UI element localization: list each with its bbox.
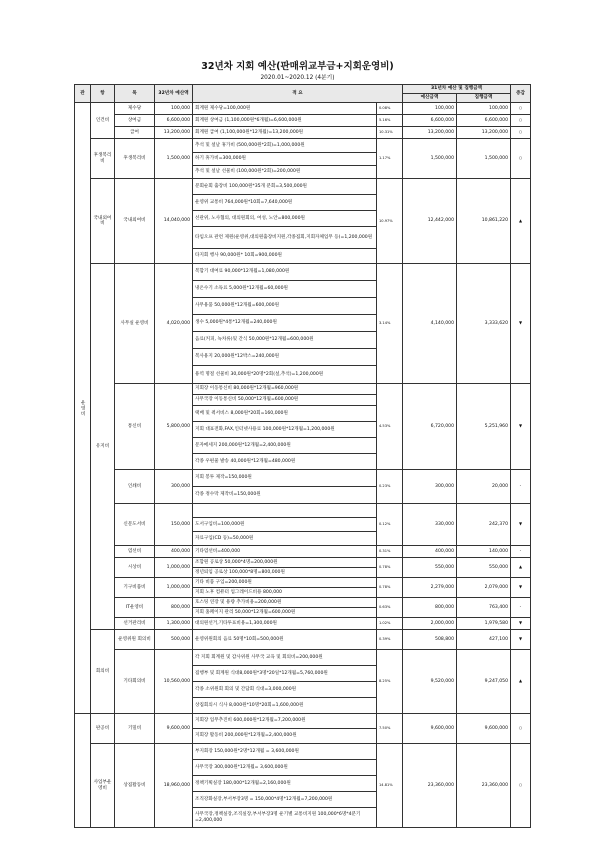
budget32-cell: 500,000	[155, 630, 193, 650]
desc-line: 타임오프 관련 제원(운영위,대의원출장비지원,각종집회,지회자체업무 등)=1,200,000원	[193, 227, 377, 249]
desc-line: 추석 및 설날 선물비 (100,000원*2회)=200,000원	[193, 166, 377, 179]
ratio-cell: 10.97%	[377, 179, 403, 264]
desc-line: 사무용품 50,000원*12개월=600,000원	[193, 298, 377, 315]
exec31-cell: 427,100	[457, 630, 511, 650]
change-mark: ▼	[511, 578, 531, 598]
budget31-cell: 13,200,000	[403, 127, 457, 139]
budget31-cell: 9,600,000	[403, 714, 457, 744]
mok-cell: 신문도서비	[115, 504, 155, 546]
budget31-cell: 508,800	[403, 630, 457, 650]
header-exec31: 집행금액	[457, 94, 511, 103]
budget31-cell: 330,000	[403, 504, 457, 546]
budget32-cell: 800,000	[155, 598, 193, 618]
header-budget31: 예산금액	[403, 94, 457, 103]
exec31-cell: 550,000	[457, 558, 511, 578]
document-period: 2020.01~2020.12 (4분기)	[260, 75, 335, 81]
table-row	[75, 650, 531, 666]
exec31-cell: 20,000	[457, 470, 511, 504]
change-mark: ▲	[511, 650, 531, 714]
desc-line: 회계원 제수당=100,000원	[193, 103, 377, 115]
desc-line: 용역 명절 선물비 30,000원*20명*2회(설,추석)=1,200,000원	[193, 366, 377, 384]
table-row	[75, 714, 531, 729]
desc-line: 집행부 및 회계원 식대8,000원*3명*20일*12개월=5,760,000원	[193, 666, 377, 682]
desc-line: 지회 홈페이지 관리 50,000*12개월=600,000원	[193, 608, 377, 618]
desc-line: 부지회장 150,000원*2명*12개월 = 3,600,000원	[193, 744, 377, 760]
table-row	[75, 264, 531, 281]
table-row	[75, 598, 531, 608]
desc-line: 지회장 업무추진비 600,000원*12개월=7,200,000원	[193, 714, 377, 729]
header-hang: 항	[91, 85, 115, 103]
table-row	[75, 115, 531, 127]
change-mark: ▼	[511, 630, 531, 650]
desc-line: 생수 5,000원*4통*12개월=240,000원	[193, 315, 377, 332]
exec31-cell: 13,200,000	[457, 127, 511, 139]
budget32-cell: 1,000,000	[155, 558, 193, 578]
budget32-cell: 14,040,000	[155, 179, 193, 264]
header-31: 31년차 예산 및 집행금액	[403, 85, 511, 94]
exec31-cell: 9,247,050	[457, 650, 511, 714]
desc-line: 각 지회 회계원 및 감사위원 사무국 교육 및 회의비=200,000원	[193, 650, 377, 666]
mok-cell: 사무실 운영비	[115, 264, 155, 384]
desc-line: 냉온수기 소독료 5,000원*12개월=60,000원	[193, 281, 377, 298]
table-row	[75, 470, 531, 487]
mok-cell: 상여금	[115, 115, 155, 127]
header-gwan: 관	[75, 85, 91, 103]
table-row	[75, 744, 531, 760]
mok-cell: 국내외여비	[115, 179, 155, 264]
desc-line: 복합기 대여료 90,000*12개월=1,080,000원	[193, 264, 377, 281]
ratio-cell: 14.81%	[377, 744, 403, 828]
mok-cell: 급여	[115, 127, 155, 139]
budget32-cell: 10,560,000	[155, 650, 193, 714]
change-mark: ▲	[511, 179, 531, 264]
desc-line: 문자메세지 200,000원*12개월=2,400,000원	[193, 438, 377, 454]
table-row	[75, 179, 531, 195]
desc-line: 추석 및 설날 휴가비 (500,000원*2회)=1,000,000원	[193, 139, 377, 153]
exec31-cell: 6,600,000	[457, 115, 511, 127]
ratio-cell: 0.23%	[377, 470, 403, 504]
budget31-cell: 12,442,000	[403, 179, 457, 264]
budget32-cell: 9,600,000	[155, 714, 193, 744]
ratio-cell: 0.31%	[377, 546, 403, 558]
change-mark: ▲	[511, 558, 531, 578]
budget32-cell: 400,000	[155, 546, 193, 558]
mok-cell: IT운영비	[115, 598, 155, 618]
exec31-cell: 5,251,960	[457, 384, 511, 470]
exec31-cell: 763,400	[457, 598, 511, 618]
exec31-cell: 23,360,000	[457, 744, 511, 828]
budget32-cell: 1,000,000	[155, 578, 193, 598]
ratio-cell: 7.50%	[377, 714, 403, 744]
budget32-cell: 300,000	[155, 470, 193, 504]
ratio-cell: 10.31%	[377, 127, 403, 139]
desc-line: 각종 우편물 발송 40,000원*12개월=480,000원	[193, 454, 377, 470]
desc-line: 지회장 이동통신비 80,000원*12개월=960,000원	[193, 384, 377, 395]
budget31-cell: 6,720,000	[403, 384, 457, 470]
desc-line: 지회 대표전화,FAX,인터넷사용료 100,000원*12개월=1,200,000원	[193, 422, 377, 438]
hang-cell: 판공비	[91, 714, 115, 744]
desc-line: 회계원 급여 (1,100,000원*12개월)=13,200,000원	[193, 127, 377, 139]
mok-cell: 기밀비	[115, 714, 155, 744]
desc-line: 운영위원회의 음료 50명*10회=500,000원	[193, 630, 377, 650]
header-mok: 목	[115, 85, 155, 103]
hang-cell: 후생복리비	[91, 139, 115, 179]
change-mark: ▼	[511, 618, 531, 630]
change-mark: ▼	[511, 264, 531, 384]
table-row	[75, 618, 531, 630]
gwan-cell-blank	[75, 714, 91, 828]
hang-cell: 유지비	[91, 264, 115, 630]
exec31-cell: 3,333,620	[457, 264, 511, 384]
table-row	[75, 139, 531, 153]
desc-line: 호스팅 연장 및 용량 추가비용=200,000원	[193, 598, 377, 608]
mok-cell: 염선비	[115, 546, 155, 558]
mok-cell: 시상비	[115, 558, 155, 578]
desc-line: 조직강화실장,부서부장3명 = 150,000*4명*12개월=7,200,000원	[193, 792, 377, 808]
ratio-cell: 5.16%	[377, 115, 403, 127]
budget31-cell: 550,000	[403, 558, 457, 578]
budget31-cell: 100,000	[403, 103, 457, 115]
desc-line: 자료구입(CD 등)=50,000원	[193, 532, 377, 546]
mok-cell: 통신비	[115, 384, 155, 470]
desc-line: 타지회 행사 90,000원* 10회=900,000원	[193, 249, 377, 264]
desc-line	[193, 504, 377, 518]
desc-line: 도서구입비=100,000원	[193, 518, 377, 532]
change-mark: -	[511, 470, 531, 504]
budget31-cell: 400,000	[403, 546, 457, 558]
desc-line: 운영위 교통비 764,000원*10회=7,640,000원	[193, 195, 377, 211]
exec31-cell: 9,600,000	[457, 714, 511, 744]
change-mark: ○	[511, 115, 531, 127]
ratio-cell: 0.78%	[377, 558, 403, 578]
desc-line: 사무국장 300,000원*12개월= 3,600,000원	[193, 760, 377, 776]
desc-line: 대의원선거,기타투표비용=1,300,000원	[193, 618, 377, 630]
hang-cell: 사업부운영비	[91, 744, 115, 828]
desc-line: 기타 비품 구입=200,000원	[193, 578, 377, 588]
ratio-cell: 8.25%	[377, 650, 403, 714]
desc-line: 정책기획실장 180,000*12개월=2,160,000원	[193, 776, 377, 792]
table-row	[75, 127, 531, 139]
table-row	[75, 103, 531, 115]
desc-line: 사무국장 이동통신비 50,000*12개월=600,000원	[193, 395, 377, 406]
hang-cell: 국내외여비	[91, 179, 115, 264]
mok-cell: 후생복리비	[115, 139, 155, 179]
desc-line: 사무국장,정책실장,조직실장,부서부장3명 운기별 교통비지원 100,000*6명*4분기=2,400,000	[193, 808, 377, 828]
ratio-cell: 1.02%	[377, 618, 403, 630]
mok-cell: 기타회의비	[115, 650, 155, 714]
ratio-cell: 0.12%	[377, 504, 403, 546]
ratio-cell: 4.53%	[377, 384, 403, 470]
desc-line: 조합원 공로상 50,000*4명=200,000원	[193, 558, 377, 568]
budget31-cell: 300,000	[403, 470, 457, 504]
change-mark: ▼	[511, 384, 531, 470]
ratio-cell: 3.14%	[377, 264, 403, 384]
table-row	[75, 504, 531, 518]
budget31-cell: 2,279,000	[403, 578, 457, 598]
exec31-cell: 1,500,000	[457, 139, 511, 179]
budget31-cell: 9,520,000	[403, 650, 457, 714]
gwan-cell: 운영비	[75, 103, 91, 714]
hang-cell: 인건비	[91, 103, 115, 139]
desc-line: 분회순회 출장비 100,000원*35개 분회=3,500,000원	[193, 179, 377, 195]
ratio-cell: 0.63%	[377, 598, 403, 618]
desc-line: 복사용지 20,000원*12박스=240,000원	[193, 349, 377, 366]
mok-cell: 제수당	[115, 103, 155, 115]
header-budget32: 32년차 예산액	[155, 85, 193, 103]
ratio-cell: 1.17%	[377, 139, 403, 179]
desc-line: 음료(커피, 녹차류)및 간식 50,000원*12개월=600,000원	[193, 332, 377, 349]
budget32-cell: 18,960,000	[155, 744, 193, 828]
desc-line: 각종 소위원회 회의 및 간담회 식대=3,000,000원	[193, 682, 377, 698]
change-mark: ○	[511, 744, 531, 828]
desc-line: 지회장 활동비 200,000원*12개월=2,400,000원	[193, 729, 377, 744]
desc-line: 하기 휴가비=300,000원	[193, 153, 377, 166]
budget32-cell: 13,200,000	[155, 127, 193, 139]
change-mark: ▼	[511, 504, 531, 546]
desc-line: 지회 봉투 제작=150,000원	[193, 470, 377, 487]
change-mark: -	[511, 546, 531, 558]
ratio-cell: 0.78%	[377, 578, 403, 598]
table-row	[75, 546, 531, 558]
exec31-cell: 100,000	[457, 103, 511, 115]
change-mark: ○	[511, 139, 531, 179]
desc-line: 각종 정수막 제작비=150,000원	[193, 487, 377, 504]
desc-line: 지회 노후 컴퓨터 업그레이드비용 800,000	[193, 588, 377, 598]
table-row	[75, 630, 531, 650]
table-row	[75, 558, 531, 568]
budget32-cell: 4,020,000	[155, 264, 193, 384]
change-mark: ○	[511, 127, 531, 139]
budget32-cell: 100,000	[155, 103, 193, 115]
table-row	[75, 384, 531, 395]
desc-line: 정년퇴임 공로상 100,000*8명=800,000원	[193, 568, 377, 578]
exec31-cell: 2,079,000	[457, 578, 511, 598]
budget32-cell: 1,500,000	[155, 139, 193, 179]
desc-line: 회계원 상여금 (1,100,000원*6개월)=6,600,000원	[193, 115, 377, 127]
hang-cell: 회의비	[91, 630, 115, 714]
desc-line: 선관위, 노사협의, 대의원회의, 여성, 노안=800,000원	[193, 211, 377, 227]
exec31-cell: 140,000	[457, 546, 511, 558]
desc-line: 기타염선비=400,000	[193, 546, 377, 558]
budget32-cell: 6,600,000	[155, 115, 193, 127]
mok-cell: 선거관리비	[115, 618, 155, 630]
ratio-cell: 0.39%	[377, 630, 403, 650]
exec31-cell: 10,861,220	[457, 179, 511, 264]
document-title: 32년차 지회 예산(판매위교부금+지회운영비)	[201, 61, 394, 72]
mok-cell: 기구비품비	[115, 578, 155, 598]
ratio-cell: 0.08%	[377, 103, 403, 115]
budget32-cell: 150,000	[155, 504, 193, 546]
header-change: 증감	[511, 85, 531, 103]
table-row	[75, 578, 531, 588]
exec31-cell: 242,370	[457, 504, 511, 546]
budget31-cell: 2,000,000	[403, 618, 457, 630]
exec31-cell: 1,979,580	[457, 618, 511, 630]
budget32-cell: 1,300,000	[155, 618, 193, 630]
budget-table	[74, 84, 531, 828]
change-mark: ○	[511, 714, 531, 744]
budget31-cell: 1,500,000	[403, 139, 457, 179]
mok-cell: 인쇄비	[115, 470, 155, 504]
budget31-cell: 4,140,000	[403, 264, 457, 384]
change-mark: ○	[511, 103, 531, 115]
desc-line: 택배 및 퀵서비스 8,000원*20회=160,000원	[193, 406, 377, 422]
header-jeokyo: 적 요	[193, 85, 403, 103]
mok-cell: 상집활동비	[115, 744, 155, 828]
budget31-cell: 6,600,000	[403, 115, 457, 127]
budget31-cell: 23,360,000	[403, 744, 457, 828]
mok-cell: 운영위원 회의비	[115, 630, 155, 650]
budget31-cell: 800,000	[403, 598, 457, 618]
desc-line: 상집회의시 식사 8,000원*10명*20회=1,600,000원	[193, 698, 377, 714]
budget32-cell: 5,800,000	[155, 384, 193, 470]
change-mark: -	[511, 598, 531, 618]
